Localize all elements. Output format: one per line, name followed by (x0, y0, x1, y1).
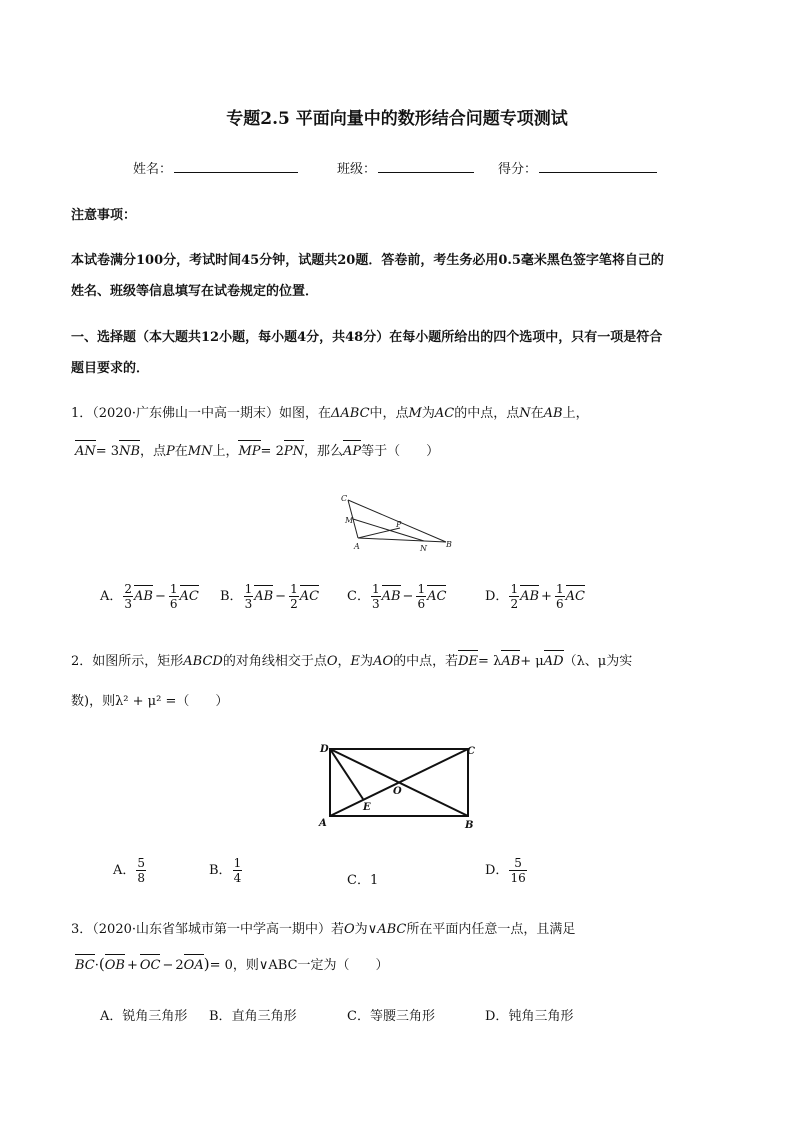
fraction (416, 582, 426, 611)
q3-point-o: O (344, 922, 355, 937)
class-field (337, 158, 474, 177)
q2-option-d[interactable] (485, 856, 528, 885)
q2-option-a[interactable] (113, 856, 147, 885)
score-label: 得分： (498, 162, 538, 177)
q2-text: 的中点，若 (393, 654, 459, 669)
q2-prefix: 2．如图所示，矩形 (71, 654, 184, 669)
page-title: 专题2.5 平面向量中的数形结合问题专项测试 (226, 109, 568, 129)
option-label: D． (485, 589, 509, 604)
section-header-line-1: 一、选择题（本大题共12小题，每小题4分，共48分）在每小题所给出的四个选项中，只有一项是符合 (71, 330, 663, 345)
q1-eq: = 3 (95, 444, 120, 459)
q1-option-a[interactable] (100, 582, 199, 611)
vec-ac: AC (299, 589, 320, 604)
q1-text: 上， (212, 444, 239, 459)
name-field (133, 158, 298, 177)
vec-ab: AB (501, 654, 521, 669)
denominator: 3 (371, 597, 380, 611)
vec-an: AN (75, 444, 96, 459)
numerator: 1 (417, 582, 426, 596)
paren-close: ) (203, 955, 210, 973)
q1-stem-line-2 (75, 440, 439, 459)
option-label: C． (347, 873, 370, 888)
vec-oc: OC (139, 958, 161, 973)
q3-triangle: ∨ABC (367, 922, 407, 937)
q1-option-d[interactable] (485, 582, 585, 611)
q1-text: 上， (562, 406, 589, 421)
name-blank (174, 160, 298, 173)
q3-option-a[interactable] (100, 1005, 187, 1024)
q1-segment-ac: AC (434, 406, 455, 421)
option-label: A． (100, 589, 123, 604)
numerator: 2 (124, 582, 133, 596)
dot-operator: · (94, 958, 99, 973)
minus-sign: − (162, 958, 174, 973)
q2-option-c[interactable] (347, 869, 378, 888)
option-label: D． (485, 1009, 509, 1024)
vec-nb: NB (119, 444, 140, 459)
label-d: D (320, 744, 329, 755)
q2-text: 为 (360, 654, 374, 669)
segment-mn (353, 519, 424, 541)
q1-stem-line-1 (71, 402, 589, 421)
q1-text: 的中点，点 (454, 406, 520, 421)
q1-text: 中，点 (369, 406, 409, 421)
fraction (509, 856, 526, 885)
q1-segment-mn: MN (187, 444, 213, 459)
numerator: 1 (233, 856, 242, 870)
q2-point-o: O (326, 654, 338, 669)
q1-prefix: 1．（2020·广东佛山一中高一期末）如图，在 (71, 406, 331, 421)
q2-rect: ABCD (183, 654, 223, 669)
denominator: 4 (233, 871, 242, 885)
denominator: 6 (417, 597, 426, 611)
label-p: P (396, 520, 402, 529)
q3-tail: = 0，则∨ABC一定为（ ） (209, 958, 389, 973)
q1-option-b[interactable] (220, 582, 319, 611)
notice-title: 注意事项： (71, 208, 137, 223)
option-label: B． (209, 863, 232, 878)
label-a: A (354, 542, 360, 551)
denominator: 8 (137, 871, 146, 885)
denominator: 2 (510, 597, 519, 611)
coef-two: 2 (175, 958, 184, 973)
fraction (123, 582, 133, 611)
numerator: 5 (509, 856, 526, 871)
operator: − (275, 589, 287, 604)
vec-ac: AC (565, 589, 585, 604)
q1-triangle: ΔABC (331, 406, 370, 421)
option-text: 钝角三角形 (508, 1009, 574, 1024)
notice-line-2: 姓名、班级等信息填写在试卷规定的位置． (71, 284, 319, 299)
score-blank (539, 160, 657, 173)
fraction (289, 582, 299, 611)
option-label: A． (100, 1009, 123, 1024)
vec-ac: AC (427, 589, 447, 604)
q2-rectangle-figure (315, 740, 485, 830)
vec-ab: AB (254, 589, 274, 604)
denominator: 2 (290, 597, 298, 611)
q2-text: 的对角线相交于点 (222, 654, 327, 669)
q2-eq: = λ (478, 654, 502, 669)
q2-text: ， (337, 654, 351, 669)
q3-option-c[interactable] (347, 1005, 435, 1024)
plus-sign: + (126, 958, 138, 973)
q2-option-b[interactable] (209, 856, 243, 885)
vec-bc: BC (75, 958, 95, 973)
q3-option-b[interactable] (209, 1005, 297, 1024)
q2-stem-line-1 (71, 650, 632, 669)
q1-text: 在 (174, 444, 188, 459)
denominator: 3 (244, 597, 253, 611)
q1-option-c[interactable] (347, 582, 446, 611)
denominator: 16 (510, 871, 526, 885)
q3-option-d[interactable] (485, 1005, 573, 1024)
option-label: C． (347, 589, 370, 604)
fraction (233, 856, 243, 885)
fraction (169, 582, 179, 611)
numerator: 1 (555, 582, 564, 596)
denominator: 6 (169, 597, 178, 611)
class-label: 班级： (337, 162, 377, 177)
fraction (555, 582, 565, 611)
vec-oa: OA (183, 958, 204, 973)
numerator: 1 (510, 582, 519, 596)
q2-plus: + μ (520, 654, 544, 669)
vec-ap: AP (342, 444, 362, 459)
q3-text: 所在平面内任意一点，且满足 (406, 922, 576, 937)
operator: − (402, 589, 414, 604)
label-c: C (341, 494, 348, 503)
q2-text: （λ、μ为实 (563, 654, 633, 669)
label-e: E (363, 802, 371, 813)
q1-text: ，点 (140, 444, 167, 459)
q1-point-p: P (166, 444, 175, 459)
option-text: 1 (369, 873, 379, 888)
label-c: C (467, 746, 475, 757)
vec-ac: AC (179, 589, 199, 604)
notice-line-1: 本试卷满分100分，考试时间45分钟，试题共20题．答卷前，考生务必用0.5毫米黑色签字笔将自己的 (71, 253, 664, 268)
score-field (498, 158, 657, 177)
vec-ab: AB (134, 589, 153, 604)
label-n: N (420, 544, 427, 553)
q1-eq: = 2 (260, 444, 284, 459)
q2-stem-line-2: 数)，则λ² + μ² =（ ） (71, 694, 229, 709)
q3-stem-line-1 (71, 918, 575, 937)
label-b: B (465, 820, 474, 830)
q1-text: 在 (530, 406, 544, 421)
label-b: B (446, 540, 452, 549)
label-m: M (345, 516, 354, 525)
q1-point-n: N (519, 406, 531, 421)
segment-ap (358, 528, 400, 538)
q1-point-m: M (408, 406, 422, 421)
vec-mp: MP (238, 444, 261, 459)
option-text: 锐角三角形 (122, 1009, 188, 1024)
fraction (244, 582, 254, 611)
fraction (136, 856, 146, 885)
vec-ad: AD (543, 654, 564, 669)
option-text: 等腰三角形 (369, 1009, 435, 1024)
numerator: 1 (244, 582, 253, 596)
q1-text: 为 (421, 406, 435, 421)
q2-point-e: E (350, 654, 361, 669)
q3-stem-line-2 (75, 954, 389, 973)
section-header-line-2: 题目要求的． (71, 361, 150, 376)
numerator: 1 (290, 582, 298, 596)
denominator: 6 (555, 597, 564, 611)
vec-ab: AB (520, 589, 540, 604)
fraction (509, 582, 519, 611)
q1-segment-ab: AB (543, 406, 563, 421)
vec-de: DE (458, 654, 479, 669)
numerator: 1 (371, 582, 380, 596)
class-blank (378, 160, 474, 173)
operator: + (541, 589, 552, 604)
paren-open: ( (98, 955, 105, 973)
q3-text: 为 (354, 922, 368, 937)
segment-ab (358, 538, 446, 542)
label-a: A (319, 818, 327, 829)
option-label: A． (113, 863, 136, 878)
vec-pn: PN (283, 444, 304, 459)
option-label: D． (485, 863, 509, 878)
name-label: 姓名： (133, 162, 173, 177)
option-text: 直角三角形 (231, 1009, 297, 1024)
fraction (371, 582, 381, 611)
operator: − (154, 589, 166, 604)
vec-ab: AB (381, 589, 401, 604)
option-label: B． (209, 1009, 232, 1024)
q1-triangle-figure (340, 490, 460, 556)
q2-segment-ao: AO (373, 654, 394, 669)
denominator: 3 (124, 597, 133, 611)
q3-prefix: 3．（2020·山东省邹城市第一中学高一期中）若 (71, 922, 344, 937)
option-label: B． (220, 589, 243, 604)
numerator: 5 (137, 856, 146, 870)
vec-ob: OB (104, 958, 125, 973)
q1-text: 等于（ ） (361, 444, 440, 459)
option-label: C． (347, 1009, 370, 1024)
label-o: O (393, 786, 402, 797)
numerator: 1 (169, 582, 178, 596)
q1-text: ，那么 (303, 444, 343, 459)
